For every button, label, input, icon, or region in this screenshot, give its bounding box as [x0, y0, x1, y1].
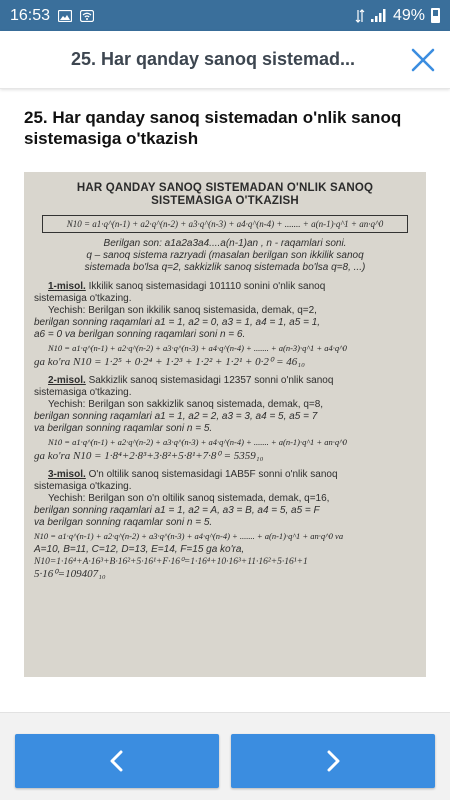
main-formula: N10 = a1·q^(n-1) + a2·q^(n-2) + a3·q^(n-3) + a4·q^(n-4) + ....... + a(n-1)·q^1 + an·q^0 — [42, 215, 408, 233]
data-transfer-icon — [355, 9, 365, 23]
scan-heading-line1: HAR QANDAY SANOQ SISTEMADAN O'NLIK SANOQ — [76, 182, 374, 194]
example2-task: 2-misol. Sakkizlik sanoq sistemasidagi 12357 sonni o'nlik sanoq — [48, 375, 334, 386]
page-title: 25. Har qanday sanoq sistemad... — [70, 49, 356, 69]
bottom-navigation — [0, 712, 450, 800]
signal-icon — [371, 9, 387, 22]
note-line1: q – sanoq sistema razryadi (masalan berilgan son ikkilik sanoq — [86, 250, 364, 261]
lesson-title: 25. Har qanday sanoq sistemadan o'nlik sanoq sistemasiga o'tkazish — [24, 108, 402, 148]
wifi-notification-icon — [80, 10, 94, 22]
example3-formula: N10 = a1·q^(n-1) + a2·q^(n-2) + a3·q^(n-3) + a4·q^(n-4) + ....... + a(n-1)·q^1 + an·q^0 va — [34, 531, 344, 541]
status-bar — [0, 0, 450, 31]
example3-result2: 5·16⁰=109407₁₀ — [34, 568, 106, 580]
battery-icon — [431, 8, 440, 23]
note-line2: sistemada bo'lsa q=2, sakkizlik sanoq sistemada bo'lsa q=8, ...) — [84, 262, 366, 273]
example2-solution1: Yechish: Berilgan son sakkizlik sanoq sistemada, demak, q=8, — [48, 399, 324, 410]
example2-formula: N10 = a1·q^(n-1) + a2·q^(n-2) + a3·q^(n-3) + a4·q^(n-4) + ....... + a(n-1)·q^1 + an·q^0 — [48, 437, 347, 447]
scanned-page-image — [24, 172, 426, 677]
close-icon — [410, 47, 436, 73]
example3-solution1: Yechish: Berilgan son o'n oltilik sanoq sistemada, demak, q=16, — [48, 493, 330, 504]
example3-values: A=10, B=11, C=12, D=13, E=14, F=15 ga ko'ra, — [34, 544, 245, 555]
example1-result: ga ko'ra N10 = 1·2⁵ + 0·2⁴ + 1·2³ + 1·2² + 1·2¹ + 0·2⁰ = 46₁₀ — [34, 356, 305, 368]
example1-task: 1-misol. Ikkilik sanoq sistemasidagi 101110 sonini o'nlik sanoq — [48, 281, 326, 292]
status-time: 16:53 — [10, 6, 51, 24]
example3-task: 3-misol. O'n oltilik sanoq sistemasidagi 1AB5F sonni o'nlik sanoq — [48, 469, 338, 480]
example1-solution2: berilgan sonning raqamlari a1 = 1, a2 = 0, a3 = 1, a4 = 1, a5 = 1, — [34, 317, 321, 328]
app-header — [0, 31, 450, 89]
example2-task2: sistemasiga o'tkazing. — [34, 387, 132, 398]
battery-percent: 49% — [392, 6, 425, 24]
example3-solution3: va berilgan sonning raqamlar soni n = 5. — [34, 517, 213, 528]
next-button[interactable] — [231, 734, 435, 788]
example3-task2: sistemasiga o'tkazing. — [34, 481, 132, 492]
example2-label: 2-misol. — [48, 375, 86, 386]
lesson-content[interactable] — [0, 90, 450, 712]
image-notification-icon — [58, 10, 72, 22]
example2-result: ga ko'ra N10 = 1·8⁴+2·8³+3·8²+5·8¹+7·8⁰ = 5359₁₀ — [34, 450, 264, 462]
scan-heading-line2: SISTEMASIGA O'TKAZISH — [151, 195, 299, 207]
example1-solution1: Yechish: Berilgan son ikkilik sanoq sistemasida, demak, q=2, — [48, 305, 317, 316]
example3-label: 3-misol. — [48, 469, 86, 480]
example3-result1: N10=1·16⁴+A·16³+B·16²+5·16¹+F·16⁰=1·16⁴+10·16³+11·16²+5·16¹+1 — [34, 557, 308, 567]
chevron-left-icon — [107, 749, 127, 773]
example2-solution2: berilgan sonning raqamlari a1 = 1, a2 = 2, a3 = 3, a4 = 5, a5 = 7 — [34, 411, 318, 422]
example1-solution3: a6 = 0 va berilgan sonning raqamlari soni n = 6. — [34, 329, 246, 340]
previous-button[interactable] — [15, 734, 219, 788]
example3-solution2: berilgan sonning raqamlari a1 = 1, a2 = A, a3 = B, a4 = 5, a5 = F — [34, 505, 320, 516]
given-line: Berilgan son: a1a2a3a4....a(n-1)an , n - raqamlari soni. — [103, 238, 347, 249]
example1-task2: sistemasiga o'tkazing. — [34, 293, 132, 304]
example2-solution3: va berilgan sonning raqamlar soni n = 5. — [34, 423, 213, 434]
example1-formula: N10 = a1·q^(n-1) + a2·q^(n-2) + a3·q^(n-3) + a4·q^(n-4) + ....... + a(n-3)·q^1 + a4·q^0 — [48, 343, 347, 353]
chevron-right-icon — [323, 749, 343, 773]
example1-label: 1-misol. — [48, 281, 86, 292]
close-button[interactable] — [396, 33, 450, 87]
